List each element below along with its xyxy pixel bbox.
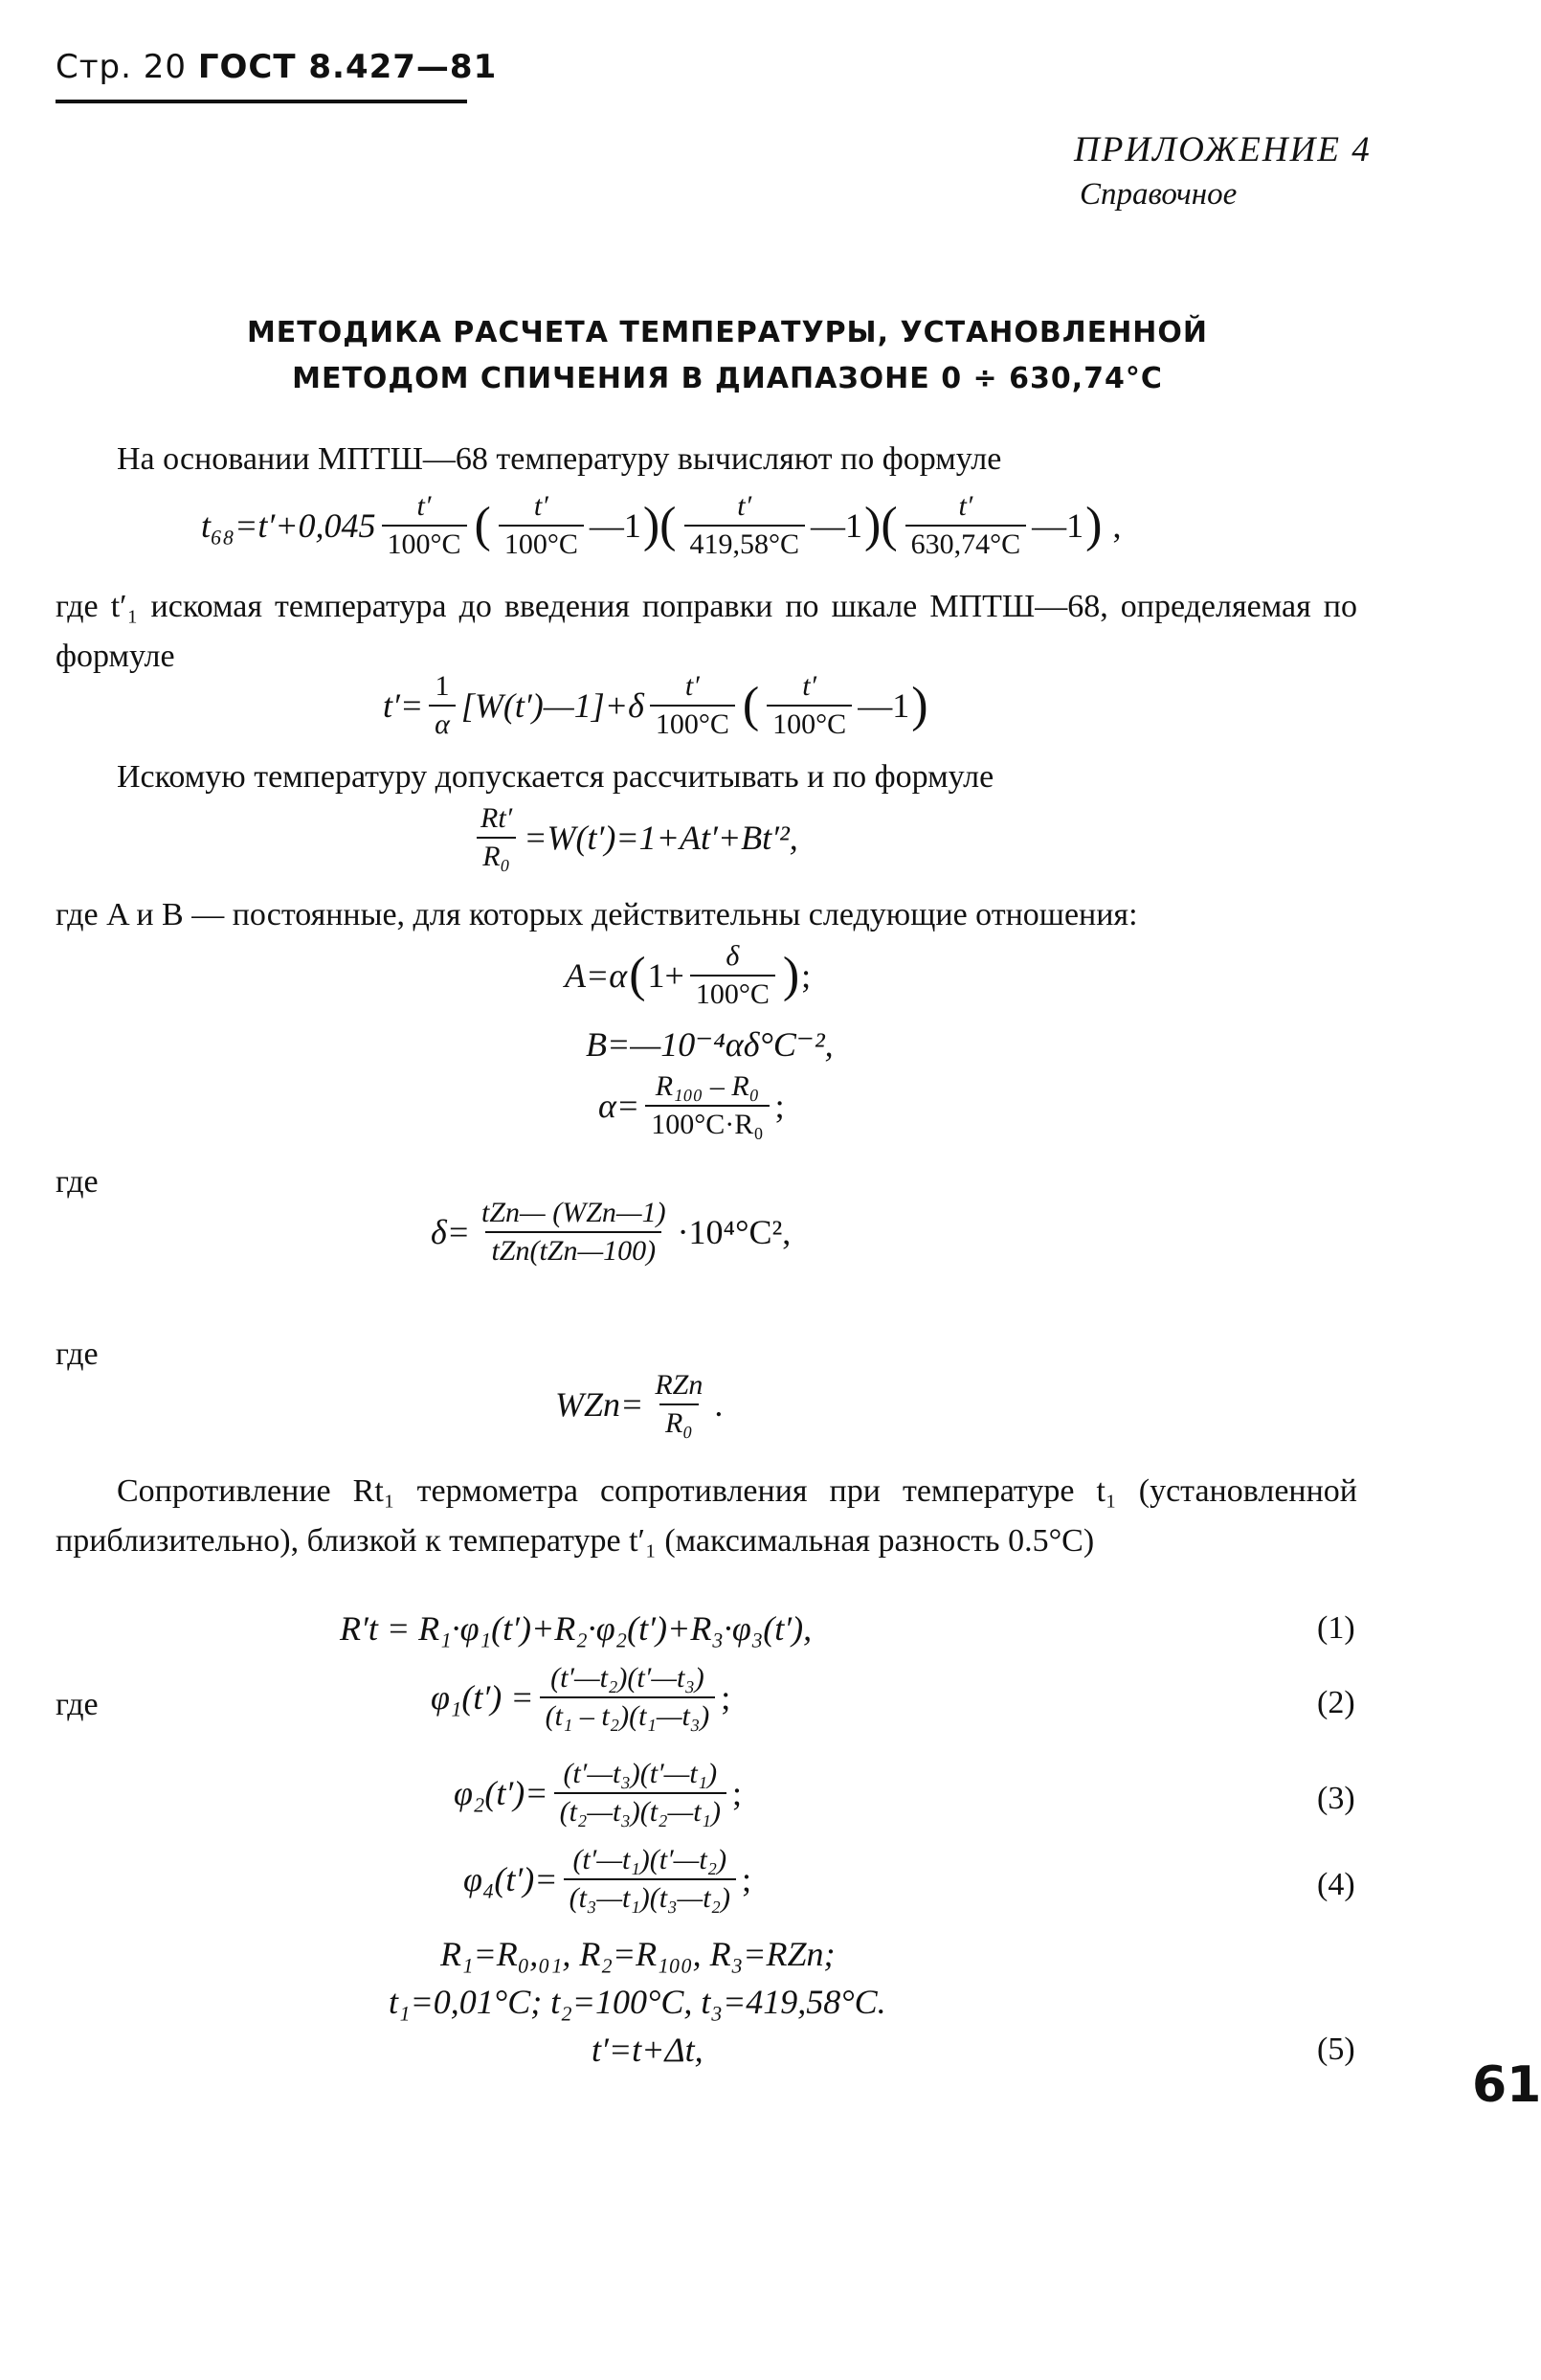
minus-one: —1 [811, 506, 863, 545]
paren: ( [474, 498, 491, 552]
paragraph-5: Сопротивление Rt₁ термометра сопротивления при температуре t₁ (установленной приблизительно), близкой к температуре t′₁ (максимальная разность 0.5°С) [56, 1473, 1357, 1559]
numerator: δ [726, 940, 740, 972]
paragraph-3: Искомую температуру допускается рассчитывать и по формуле [117, 759, 994, 795]
denominator: R₀ [477, 837, 516, 873]
formula-left: φ₄(t′)= [463, 1860, 558, 1898]
denominator: 100°C [767, 705, 852, 741]
numerator: 1 [435, 670, 450, 702]
semicolon: ; [741, 1860, 751, 1898]
equation-5: t′=t+Δt, [592, 2031, 704, 2069]
formula-left: A=α [565, 956, 628, 995]
where-label-1: где [56, 1164, 99, 1200]
equation-number-3: (3) [1317, 1781, 1355, 1816]
formula-left: φ₁(t′) = [431, 1678, 534, 1717]
equation-number-2: (2) [1317, 1685, 1355, 1720]
fraction [554, 1758, 726, 1829]
formula-middle: [W(t′)—1]+δ [460, 686, 644, 725]
semicolon: ; [721, 1678, 731, 1717]
numerator: R₁₀₀ – R₀ [655, 1070, 760, 1102]
temperature-definitions: t₁=0,01°C; t₂=100°C, t₃=419,58°C. [389, 1983, 886, 2021]
fraction [767, 670, 852, 741]
numerator: t′ [684, 670, 700, 702]
paren: )( [864, 498, 898, 552]
numerator: tZn— (WZn—1) [481, 1197, 666, 1228]
semicolon: ; [801, 956, 812, 995]
appendix-title: ПРИЛОЖЕНИЕ 4 [1074, 130, 1372, 169]
denominator: (t₁ – t₂)(t₁—t₃) [540, 1696, 716, 1733]
equation-4 [463, 1844, 751, 1915]
denominator: 100°C [499, 525, 584, 561]
equation-number-1: (1) [1317, 1610, 1355, 1646]
numerator: t′ [802, 670, 817, 702]
margin-mark: 61 [1472, 2056, 1541, 2114]
paren: ) [911, 678, 928, 732]
section-title-line-2: МЕТОДОМ СПИЧЕНИЯ В ДИАПАЗОНЕ 0 ÷ 630,74°С [292, 362, 1163, 395]
numerator: t′ [416, 490, 432, 522]
denominator: 100°C [382, 525, 467, 561]
equation-3 [454, 1758, 742, 1829]
denominator: 100°C [690, 975, 775, 1011]
formula-wzn [555, 1369, 723, 1440]
fraction [475, 802, 518, 873]
fraction [690, 940, 775, 1011]
formula-left: φ₂(t′)= [454, 1774, 548, 1812]
fraction [476, 1197, 672, 1268]
fraction [499, 490, 584, 561]
paren: ( [629, 948, 646, 1002]
formula-left: α= [598, 1087, 640, 1125]
formula-delta [431, 1197, 791, 1268]
formula-right: ·10⁴°C², [677, 1213, 792, 1251]
semicolon: ; [731, 1774, 742, 1812]
page-label: Стр. [56, 48, 132, 86]
appendix-subtitle: Справочное [1080, 177, 1238, 212]
resistance-definitions: R₁=R₀,₀₁, R₂=R₁₀₀, R₃=RZn; [440, 1935, 836, 1973]
fraction [645, 1070, 769, 1141]
formula-left: t′= [383, 686, 424, 725]
denominator: α [429, 705, 456, 741]
standard-number: ГОСТ 8.427—81 [197, 48, 498, 86]
where-label-3: где [56, 1687, 99, 1722]
fraction [684, 490, 806, 561]
formula-left: WZn= [555, 1385, 644, 1424]
denominator: tZn(tZn—100) [485, 1231, 661, 1268]
fraction [649, 1369, 708, 1440]
denominator: R₀ [659, 1403, 699, 1440]
page-number: 20 [143, 48, 188, 86]
denominator: (t₂—t₃)(t₂—t₁) [554, 1792, 726, 1829]
where-label-2: где [56, 1336, 99, 1372]
equation-number-5: (5) [1317, 2032, 1355, 2067]
fraction [540, 1662, 716, 1733]
paragraph-2: где t′₁ искомая температура до введения поправки по шкале МПТШ—68, определяемая по формуле [56, 589, 1357, 674]
formula-t68-left: t₆₈=t′+0,045 [201, 506, 376, 545]
equation-1: R′t = R₁·φ₁(t′)+R₂·φ₂(t′)+R₃·φ₃(t′), [340, 1609, 813, 1648]
numerator: Rt′ [480, 802, 513, 834]
formula-inner: 1+ [647, 956, 684, 995]
formula-B: B=—10⁻⁴αδ°C⁻², [586, 1025, 834, 1064]
fraction [650, 670, 735, 741]
denominator: (t₃—t₁)(t₃—t₂) [564, 1878, 736, 1915]
equation-2 [431, 1662, 730, 1733]
numerator: (t′—t₃)(t′—t₁) [563, 1758, 718, 1789]
minus-one: —1 [858, 686, 910, 725]
semicolon: ; [774, 1087, 785, 1125]
numerator: t′ [533, 490, 548, 522]
denominator: 100°C·R₀ [645, 1105, 769, 1141]
numerator: RZn [655, 1369, 704, 1401]
paren: ) [782, 948, 800, 1002]
fraction [905, 490, 1027, 561]
numerator: t′ [958, 490, 973, 522]
formula-A [565, 940, 811, 1011]
formula-right: =W(t′)=1+At′+Bt′², [524, 819, 798, 857]
denominator: 100°C [650, 705, 735, 741]
minus-one: —1 [589, 506, 641, 545]
fraction [382, 490, 467, 561]
paragraph-1: На основании МПТШ—68 температуру вычисляют по формуле [117, 441, 1002, 477]
header-rule [56, 100, 467, 103]
denominator: 630,74°C [905, 525, 1027, 561]
fraction [429, 670, 456, 741]
denominator: 419,58°C [684, 525, 806, 561]
numerator: t′ [737, 490, 752, 522]
section-title-line-1: МЕТОДИКА РАСЧЕТА ТЕМПЕРАТУРЫ, УСТАНОВЛЕННОЙ [246, 316, 1209, 349]
formula-ratio [469, 802, 798, 873]
fraction [564, 1844, 736, 1915]
paren: )( [642, 498, 677, 552]
formula-alpha [598, 1070, 785, 1141]
paren: ( [742, 678, 760, 732]
formula-t-prime [383, 670, 930, 741]
period: . [714, 1385, 724, 1424]
formula-left: δ= [431, 1213, 471, 1251]
numerator: (t′—t₁)(t′—t₂) [572, 1844, 727, 1875]
numerator: (t′—t₂)(t′—t₃) [550, 1662, 704, 1694]
paren: ) [1085, 498, 1103, 552]
paragraph-4: где A и B — постоянные, для которых действительны следующие отношения: [56, 897, 1138, 932]
minus-one: —1 [1032, 506, 1084, 545]
equation-number-4: (4) [1317, 1867, 1355, 1902]
formula-t68 [201, 490, 1122, 561]
page-header [56, 48, 497, 86]
comma: , [1104, 506, 1122, 545]
